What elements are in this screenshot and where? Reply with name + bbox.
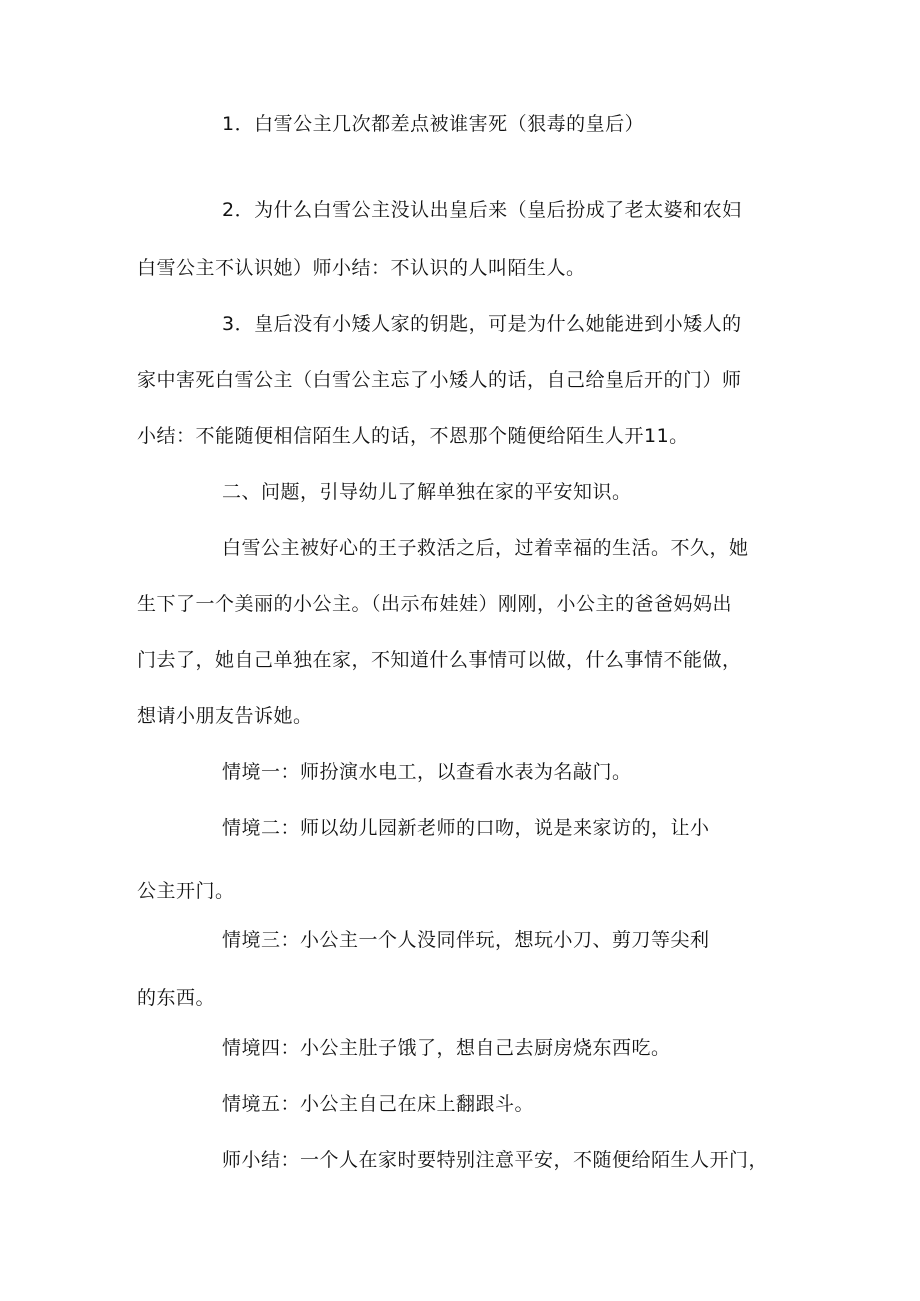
text-line: 二、问题，引导幼儿了解单独在家的平安知识。 [222,481,632,503]
text-line: 门去了，她自己单独在家，不知道什么事情可以做，什么事情不能做， [137,649,742,671]
text-line: 公主开门。 [137,880,235,902]
text-line: 生下了一个美丽的小公主。（出示布娃娃）刚刚，小公主的爸爸妈妈出 [137,593,733,615]
text-line: 家中害死白雪公主（白雪公主忘了小矮人的话，自己给皇后开的门）师 [137,369,742,391]
text-line: 2．为什么白雪公主没认出皇后来（皇后扮成了老太婆和农妇 [222,199,742,221]
text-line: 小结：不能随便相信陌生人的话，不恩那个随便给陌生人开11。 [137,425,689,447]
text-line: 1．白雪公主几次都差点被谁害死（狠毒的皇后） [222,113,645,135]
text-line: 情境五：小公主自己在床上翻跟斗。 [222,1093,535,1115]
text-line: 情境二：师以幼儿园新老师的口吻，说是来家访的，让小 [222,817,710,839]
text-line: 师小结：一个人在家时要特别注意平安，不随便给陌生人开门， [222,1149,769,1171]
text-line: 情境三：小公主一个人没同伴玩，想玩小刀、剪刀等尖利 [222,929,710,951]
text-line: 3．皇后没有小矮人家的钥匙，可是为什么她能进到小矮人的 [222,313,742,335]
text-line: 想请小朋友告诉她。 [137,705,313,727]
text-line: 白雪公主不认识她）师小结：不认识的人叫陌生人。 [137,257,586,279]
text-line: 的东西。 [137,987,216,1009]
text-line: 情境四：小公主肚子饿了，想自己去厨房烧东西吃。 [222,1037,671,1059]
text-line: 情境一：师扮演水电工，以查看水表为名敲门。 [222,761,632,783]
text-line: 白雪公主被好心的王子救活之后，过着幸福的生活。不久，她 [222,537,749,559]
